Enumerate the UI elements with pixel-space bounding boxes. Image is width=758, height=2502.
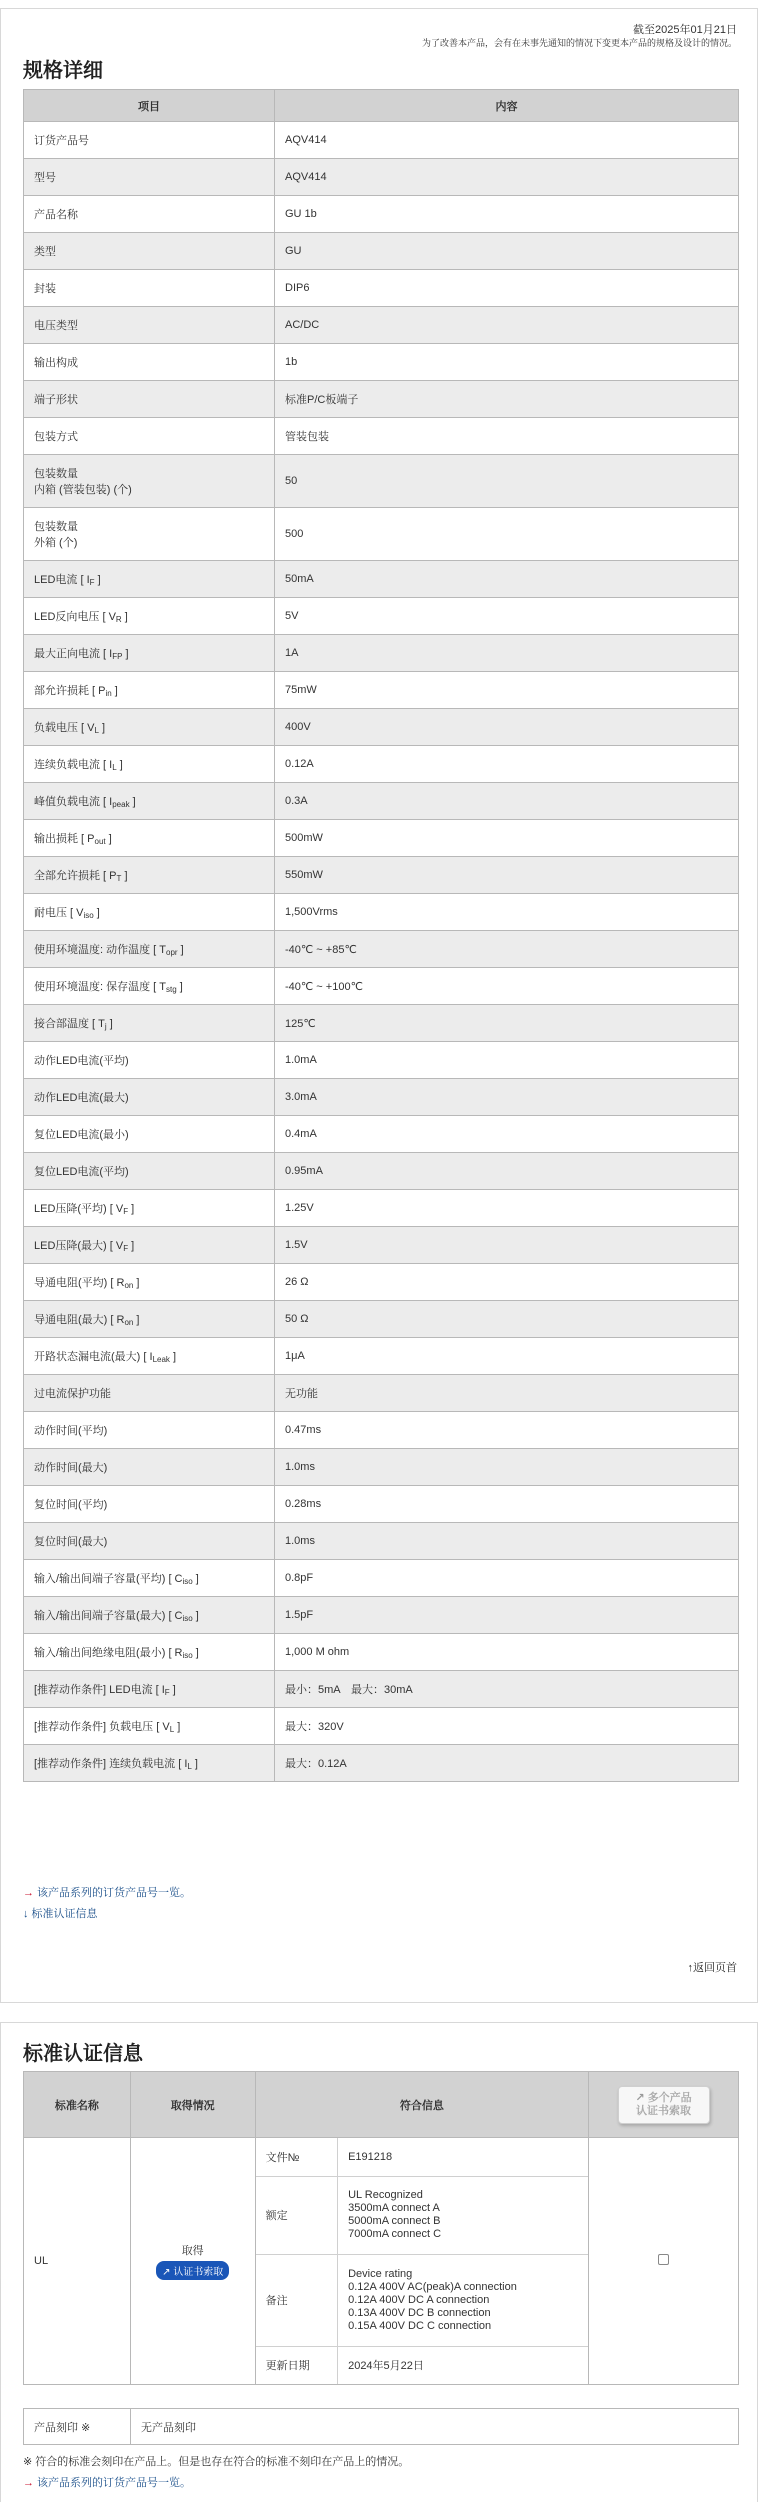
spec-row	[24, 307, 739, 344]
spec-key: 全部允许损耗 [ $P_T$ ]	[24, 857, 275, 894]
select-checkbox[interactable]	[658, 2254, 669, 2265]
arrow-up-icon: ↑	[687, 1962, 693, 1974]
spec-row	[24, 1116, 739, 1153]
cert-link-row[interactable]	[23, 1905, 98, 1921]
arrow-down-icon: ↓	[23, 1908, 29, 1920]
cert-table	[23, 2071, 739, 2385]
spec-value: 1.5pF	[275, 1597, 739, 1634]
spec-key: 开路状态漏电流(最大) [ $I_{Leak}$ ]	[24, 1338, 275, 1375]
spec-row	[24, 122, 739, 159]
series-list-link-2[interactable]: 该产品系列的订货产品号一览。	[37, 2477, 191, 2489]
spec-row	[24, 1412, 739, 1449]
spec-row	[24, 1634, 739, 1671]
spec-row	[24, 746, 739, 783]
rating-value: UL Recognized 3500mA connect A 5000mA connect B 7000mA connect C	[338, 2176, 589, 2254]
spec-value: 管装包装	[275, 418, 739, 455]
cert-title: 标准认证信息	[23, 2043, 143, 2065]
spec-key: 端子形状	[24, 381, 275, 418]
spec-table	[23, 89, 739, 1782]
rating-label: 额定	[256, 2176, 338, 2254]
spec-value: -40℃ ~ +85℃	[275, 931, 739, 968]
spec-row	[24, 1005, 739, 1042]
spec-value: 0.4mA	[275, 1116, 739, 1153]
spec-row	[24, 1671, 739, 1708]
spec-row	[24, 1560, 739, 1597]
info-cell	[255, 2138, 589, 2385]
spec-value: 0.47ms	[275, 1412, 739, 1449]
spec-value: 1.0ms	[275, 1449, 739, 1486]
spec-value: GU	[275, 233, 739, 270]
col-item-header: 项目	[24, 90, 275, 122]
spec-value: 50mA	[275, 561, 739, 598]
spec-key: 部允许损耗 [ $P_{in}$ ]	[24, 672, 275, 709]
spec-key: 封装	[24, 270, 275, 307]
arrow-right-icon: →	[23, 2477, 34, 2489]
spec-key: 输入/输出间端子容量(最大) [ $C_{iso}$ ]	[24, 1597, 275, 1634]
stamp-value: 无产品刻印	[131, 2409, 739, 2445]
info-subtable	[256, 2138, 589, 2384]
spec-key: 使用环境温度: 保存温度 [ $T_{stg}$ ]	[24, 968, 275, 1005]
multi-cert-label: 多个产品 认证书索取	[636, 2091, 692, 2117]
spec-key: 导通电阻(平均) [ $R_{on}$ ]	[24, 1264, 275, 1301]
spec-row	[24, 1449, 739, 1486]
spec-key: 动作时间(平均)	[24, 1412, 275, 1449]
spec-key: 耐电压 [ $V_{iso}$ ]	[24, 894, 275, 931]
spec-value: 最大：0.12A	[275, 1745, 739, 1782]
spec-value: 50	[275, 455, 739, 508]
std-name-cell: UL	[24, 2138, 131, 2385]
spec-key: 过电流保护功能	[24, 1375, 275, 1412]
spec-key: 动作LED电流(最大)	[24, 1079, 275, 1116]
spec-key: 类型	[24, 233, 275, 270]
spec-row	[24, 672, 739, 709]
spec-value: 1A	[275, 635, 739, 672]
spec-key: 使用环境温度: 动作温度 [ $T_{opr}$ ]	[24, 931, 275, 968]
spec-value: 500mW	[275, 820, 739, 857]
spec-value: AQV414	[275, 159, 739, 196]
spec-key: 负载电压 [ $V_L$ ]	[24, 709, 275, 746]
stamp-footnote: ※ 符合的标准会刻印在产品上。但是也存在符合的标准不刻印在产品上的情况。	[23, 2456, 410, 2468]
spec-card	[0, 8, 758, 2003]
spec-row	[24, 508, 739, 561]
as-of-date: 截至2025年01月21日	[633, 24, 737, 36]
spec-value: 标准P/C板端子	[275, 381, 739, 418]
spec-row	[24, 344, 739, 381]
spec-row	[24, 455, 739, 508]
spec-row	[24, 1708, 739, 1745]
spec-key: 型号	[24, 159, 275, 196]
spec-value: GU 1b	[275, 196, 739, 233]
spec-row	[24, 561, 739, 598]
spec-value: 1.0mA	[275, 1042, 739, 1079]
spec-value: 500	[275, 508, 739, 561]
spec-key: 订货产品号	[24, 122, 275, 159]
spec-key: 复位LED电流(最小)	[24, 1116, 275, 1153]
spec-row	[24, 418, 739, 455]
badge-label: 认证书索取	[173, 2267, 224, 2278]
spec-key: 复位时间(最大)	[24, 1523, 275, 1560]
col-info-header: 符合信息	[255, 2072, 589, 2138]
back-to-top-label: 返回页首	[693, 1962, 737, 1974]
spec-value: DIP6	[275, 270, 739, 307]
stamp-label: 产品刻印 ※	[24, 2409, 131, 2445]
spec-title: 规格详细	[23, 60, 103, 82]
spec-key: LED电流 [ $I_F$ ]	[24, 561, 275, 598]
spec-key: 复位时间(平均)	[24, 1486, 275, 1523]
cert-request-badge[interactable]	[156, 2261, 229, 2280]
spec-row	[24, 820, 739, 857]
spec-row	[24, 1227, 739, 1264]
col-std-name-header: 标准名称	[24, 2072, 131, 2138]
spec-row	[24, 1153, 739, 1190]
spec-key: 连续负载电流 [ $I_L$ ]	[24, 746, 275, 783]
spec-row	[24, 159, 739, 196]
spec-key: 输出损耗 [ $P_{out}$ ]	[24, 820, 275, 857]
spec-value: -40℃ ~ +100℃	[275, 968, 739, 1005]
spec-key: 导通电阻(最大) [ $R_{on}$ ]	[24, 1301, 275, 1338]
spec-row	[24, 1597, 739, 1634]
series-list-link[interactable]: 该产品系列的订货产品号一览。	[37, 1887, 191, 1899]
spec-row	[24, 783, 739, 820]
spec-key: 输入/输出间绝缘电阻(最小) [ $R_{iso}$ ]	[24, 1634, 275, 1671]
spec-value: 1μA	[275, 1338, 739, 1375]
series-link-row-2[interactable]	[23, 2474, 191, 2490]
spec-row	[24, 1079, 739, 1116]
multi-product-cert-button[interactable]	[618, 2086, 710, 2124]
spec-row	[24, 1301, 739, 1338]
update-date-label: 更新日期	[256, 2346, 338, 2384]
spec-key: 动作时间(最大)	[24, 1449, 275, 1486]
col-content-header: 内容	[275, 90, 739, 122]
spec-row	[24, 968, 739, 1005]
spec-row	[24, 233, 739, 270]
spec-row	[24, 1042, 739, 1079]
spec-value: 550mW	[275, 857, 739, 894]
spec-key: 复位LED电流(平均)	[24, 1153, 275, 1190]
update-date-value: 2024年5月22日	[348, 2360, 424, 2373]
spec-row	[24, 1745, 739, 1782]
spec-key: 包装数量 外箱 (个)	[24, 508, 275, 561]
spec-value: 1.5V	[275, 1227, 739, 1264]
spec-row	[24, 931, 739, 968]
spec-value: 1.0ms	[275, 1523, 739, 1560]
spec-key: 包装数量 内箱 (管装包装) (个)	[24, 455, 275, 508]
select-cell	[589, 2138, 739, 2385]
spec-value: 5V	[275, 598, 739, 635]
spec-key: LED反向电压 [ $V_R$ ]	[24, 598, 275, 635]
spec-value: 75mW	[275, 672, 739, 709]
spec-row	[24, 1375, 739, 1412]
spec-key: LED压降(最大) [ $V_F$ ]	[24, 1227, 275, 1264]
spec-row	[24, 270, 739, 307]
spec-row	[24, 857, 739, 894]
spec-value: 400V	[275, 709, 739, 746]
spec-row	[24, 1190, 739, 1227]
spec-value: AQV414	[275, 122, 739, 159]
file-no-value: E191218	[338, 2138, 589, 2176]
spec-key: LED压降(平均) [ $V_F$ ]	[24, 1190, 275, 1227]
spec-value: 0.95mA	[275, 1153, 739, 1190]
cert-card	[0, 2022, 758, 2502]
spec-row	[24, 709, 739, 746]
spec-key: 接合部温度 [ $T_j$ ]	[24, 1005, 275, 1042]
spec-row	[24, 196, 739, 233]
spec-change-note: 为了改善本产品，会有在未事先通知的情况下变更本产品的规格及设计的情况。	[421, 38, 737, 48]
spec-value: 0.12A	[275, 746, 739, 783]
spec-value: AC/DC	[275, 307, 739, 344]
spec-value: 1.25V	[275, 1190, 739, 1227]
spec-row	[24, 598, 739, 635]
spec-row	[24, 1486, 739, 1523]
status-text: 取得	[181, 2245, 204, 2257]
spec-key: 最大正向电流 [ $I_{FP}$ ]	[24, 635, 275, 672]
stamp-table	[23, 2408, 739, 2445]
back-to-top-link[interactable]	[688, 1959, 738, 1975]
file-no-label: 文件№	[256, 2138, 338, 2176]
spec-value: 26 Ω	[275, 1264, 739, 1301]
remark-label: 备注	[256, 2254, 338, 2346]
arrow-up-right-icon: ↗	[635, 2091, 645, 2104]
status-cell	[130, 2138, 255, 2385]
spec-key: 输出构成	[24, 344, 275, 381]
spec-row	[24, 1264, 739, 1301]
spec-row	[24, 1523, 739, 1560]
spec-key: 电压类型	[24, 307, 275, 344]
spec-value: 3.0mA	[275, 1079, 739, 1116]
spec-value: 1b	[275, 344, 739, 381]
spec-key: [推荐动作条件] 连续负载电流 [ $I_L$ ]	[24, 1745, 275, 1782]
spec-value: 0.28ms	[275, 1486, 739, 1523]
spec-key: 输入/输出间端子容量(平均) [ $C_{iso}$ ]	[24, 1560, 275, 1597]
spec-key: 峰值负载电流 [ $I_{peak}$ ]	[24, 783, 275, 820]
spec-value: 0.8pF	[275, 1560, 739, 1597]
spec-value: 最大：320V	[275, 1708, 739, 1745]
spec-value: 0.3A	[275, 783, 739, 820]
spec-value: 1,500Vrms	[275, 894, 739, 931]
spec-value: 无功能	[275, 1375, 739, 1412]
spec-key: [推荐动作条件] 负载电压 [ $V_L$ ]	[24, 1708, 275, 1745]
spec-key: 包装方式	[24, 418, 275, 455]
remark-value: Device rating 0.12A 400V AC(peak)A connection 0.12A 400V DC A connection 0.13A 400V DC B connection 0.15A 400V DC C connection	[338, 2254, 589, 2346]
spec-row	[24, 381, 739, 418]
col-status-header: 取得情况	[130, 2072, 255, 2138]
spec-value: 最小：5mA 最大：30mA	[275, 1671, 739, 1708]
spec-value: 125℃	[275, 1005, 739, 1042]
spec-key: [推荐动作条件] LED电流 [ $I_F$ ]	[24, 1671, 275, 1708]
spec-key: 产品名称	[24, 196, 275, 233]
spec-value: 50 Ω	[275, 1301, 739, 1338]
cert-info-link[interactable]: 标准认证信息	[31, 1908, 98, 1920]
spec-row	[24, 635, 739, 672]
arrow-right-icon: →	[23, 1887, 34, 1899]
spec-value: 1,000 M ohm	[275, 1634, 739, 1671]
spec-key: 动作LED电流(平均)	[24, 1042, 275, 1079]
multi-btn-cell	[589, 2072, 739, 2138]
spec-row	[24, 894, 739, 931]
series-link-row[interactable]	[23, 1884, 191, 1900]
spec-row	[24, 1338, 739, 1375]
arrow-up-right-icon: ↗	[162, 2267, 171, 2278]
